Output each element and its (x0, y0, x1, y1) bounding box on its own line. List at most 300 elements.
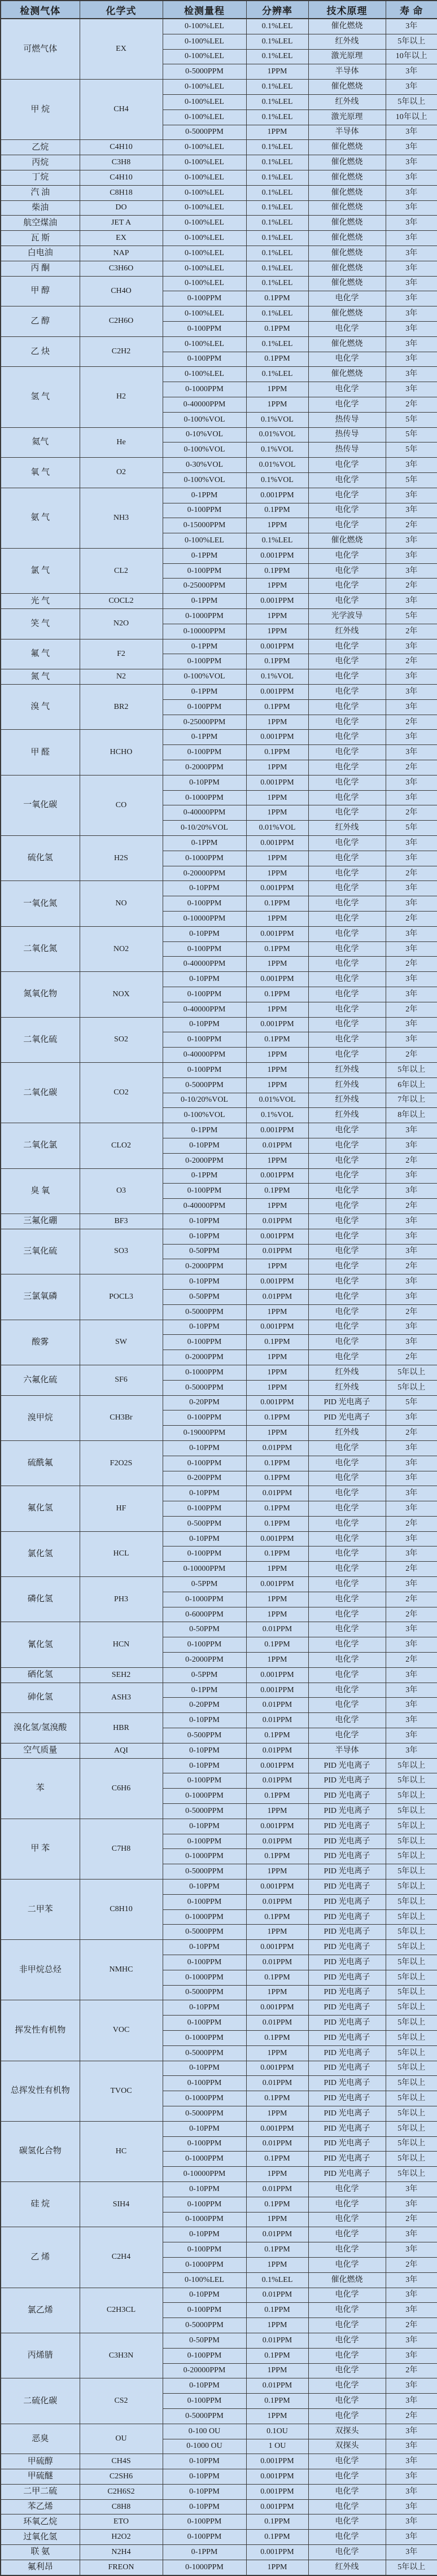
formula-cell: C7H8 (80, 1819, 163, 1879)
resolution-cell: 0.001PPM (246, 594, 308, 609)
table-row (1, 367, 437, 382)
principle-cell: 催化燃烧 (308, 216, 386, 231)
resolution-cell: 0.1PPM (246, 1970, 308, 1985)
gas-name-cell: 氯化氢 (1, 1531, 80, 1576)
range-cell: 0-5000PPM (163, 1925, 246, 1940)
lifespan-cell: 2年 (386, 1592, 437, 1607)
lifespan-cell: 5年以上 (386, 2061, 437, 2076)
principle-cell: 电化学 (308, 352, 386, 367)
principle-cell: 电化学 (308, 2227, 386, 2242)
resolution-cell: 0.01PPM (246, 2181, 308, 2197)
gas-name-cell: 笑 气 (1, 609, 80, 639)
table-row (1, 261, 437, 276)
lifespan-cell: 3年 (386, 1456, 437, 1471)
formula-cell: SO2 (80, 1017, 163, 1062)
formula-cell: CLO2 (80, 1123, 163, 1168)
gas-name-cell: 氧 气 (1, 458, 80, 488)
principle-cell: 电化学 (308, 488, 386, 503)
formula-cell: C8H10 (80, 1880, 163, 1940)
range-cell: 0-100PPM (163, 503, 246, 518)
principle-cell: 电化学 (308, 1320, 386, 1335)
principle-cell: 电化学 (308, 548, 386, 563)
range-cell: 0-1000PPM (163, 2030, 246, 2045)
principle-cell: 电化学 (308, 1562, 386, 1577)
range-cell: 0-5000PPM (163, 2318, 246, 2333)
lifespan-cell: 10年以上 (386, 49, 437, 64)
principle-cell: 催化燃烧 (308, 367, 386, 382)
resolution-cell: 0.1%LEL (246, 80, 308, 95)
table-row (1, 170, 437, 185)
principle-cell: PID 光电离子 (308, 1909, 386, 1925)
table-row (1, 306, 437, 322)
lifespan-cell: 3年 (386, 140, 437, 155)
range-cell: 0-100PPM (163, 2303, 246, 2318)
range-cell: 0-100PPM (163, 2514, 246, 2530)
range-cell: 0-10PPM (163, 1440, 246, 1456)
formula-cell: He (80, 427, 163, 458)
lifespan-cell: 5年以上 (386, 2152, 437, 2167)
gas-name-cell: 一氧化碳 (1, 775, 80, 835)
lifespan-cell: 3年 (386, 1471, 437, 1486)
resolution-cell: 0.1PPM (246, 2348, 308, 2363)
lifespan-cell: 3年 (386, 1743, 437, 1758)
gas-name-cell: 二甲二硫 (1, 2484, 80, 2499)
resolution-cell: 1PPM (246, 2408, 308, 2424)
resolution-cell: 0.1PPM (246, 503, 308, 518)
table-row (1, 2530, 437, 2545)
table-row (1, 200, 437, 216)
range-cell: 0-1PPM (163, 836, 246, 851)
principle-cell: PID 光电离子 (308, 1894, 386, 1909)
table-row (1, 2288, 437, 2303)
range-cell: 0-100PPM (163, 745, 246, 760)
resolution-cell: 0.1%LEL (246, 155, 308, 170)
range-cell: 0-40000PPM (163, 1048, 246, 1063)
lifespan-cell: 5年以上 (386, 1925, 437, 1940)
lifespan-cell: 2年 (386, 866, 437, 881)
lifespan-cell: 5年以上 (386, 2076, 437, 2091)
resolution-cell: 0.1PPM (246, 1471, 308, 1486)
gas-name-cell: 二氧化氯 (1, 1123, 80, 1168)
lifespan-cell: 3年 (386, 2378, 437, 2394)
principle-cell: 电化学 (308, 957, 386, 972)
range-cell: 0-30%VOL (163, 458, 246, 473)
range-cell: 0-100PPM (163, 2242, 246, 2258)
resolution-cell: 0.001PPM (246, 2121, 308, 2136)
range-cell: 0-100PPM (163, 1894, 246, 1909)
table-row (1, 2121, 437, 2136)
lifespan-cell: 3年 (386, 1501, 437, 1517)
range-cell: 0-10000PPM (163, 912, 246, 927)
principle-cell: 电化学 (308, 1653, 386, 1668)
resolution-cell: 0.001PPM (246, 1274, 308, 1290)
resolution-cell: 0.01PPM (246, 2288, 308, 2303)
column-header: 寿 命 (386, 1, 437, 19)
resolution-cell: 0.1%VOL (246, 412, 308, 427)
gas-name-cell: 碳氢化合物 (1, 2121, 80, 2181)
range-cell: 0-10PPM (163, 1017, 246, 1032)
range-cell: 0-10PPM (163, 881, 246, 896)
range-cell: 0-10000PPM (163, 1562, 246, 1577)
principle-cell: 电化学 (308, 1440, 386, 1456)
lifespan-cell: 3年 (386, 216, 437, 231)
resolution-cell: 0.1%LEL (246, 533, 308, 549)
formula-cell: C2H4 (80, 2227, 163, 2288)
formula-cell: SW (80, 1320, 163, 1365)
table-row (1, 2454, 437, 2469)
lifespan-cell: 2年 (386, 1002, 437, 1017)
range-cell: 0-50PPM (163, 2333, 246, 2348)
range-cell: 0-1000PPM (163, 2212, 246, 2227)
range-cell: 0-1000PPM (163, 1365, 246, 1380)
principle-cell: 催化燃烧 (308, 276, 386, 291)
resolution-cell: 0.001PPM (246, 2000, 308, 2016)
gas-name-cell: 三氧化硫 (1, 1229, 80, 1274)
lifespan-cell: 3年 (386, 2439, 437, 2454)
resolution-cell: 0.01%VOL (246, 821, 308, 836)
resolution-cell: 0.1%LEL (246, 231, 308, 246)
resolution-cell: 0.01PPM (246, 2333, 308, 2348)
principle-cell: 电化学 (308, 1168, 386, 1184)
formula-cell: HBR (80, 1713, 163, 1743)
principle-cell: 电化学 (308, 2499, 386, 2514)
table-row (1, 2560, 437, 2575)
gas-name-cell: 苯 (1, 1758, 80, 1819)
range-cell: 0-1PPM (163, 1168, 246, 1184)
principle-cell: 红外线 (308, 1108, 386, 1123)
principle-cell: 半导体 (308, 125, 386, 140)
formula-cell: EX (80, 231, 163, 246)
lifespan-cell: 3年 (386, 1289, 437, 1304)
principle-cell: 催化燃烧 (308, 231, 386, 246)
lifespan-cell: 3年 (386, 669, 437, 685)
resolution-cell: 0.001PPM (246, 1577, 308, 1592)
resolution-cell: 0.1PPM (246, 291, 308, 306)
principle-cell: 催化燃烧 (308, 155, 386, 170)
principle-cell: 红外线 (308, 1093, 386, 1108)
resolution-cell: 1PPM (246, 1592, 308, 1607)
range-cell: 0-1000 OU (163, 2439, 246, 2454)
principle-cell: PID 光电离子 (308, 1395, 386, 1410)
resolution-cell: 1PPM (246, 64, 308, 80)
resolution-cell: 0.01PPM (246, 1773, 308, 1789)
lifespan-cell: 5年以上 (386, 2560, 437, 2575)
resolution-cell: 0.1PPM (246, 1184, 308, 1199)
principle-cell: 催化燃烧 (308, 19, 386, 34)
table-row (1, 1683, 437, 1698)
resolution-cell: 1PPM (246, 1864, 308, 1880)
resolution-cell: 0.1PPM (246, 1909, 308, 1925)
formula-cell: HF (80, 1486, 163, 1531)
resolution-cell: 0.001PPM (246, 836, 308, 851)
range-cell: 0-50PPM (163, 1289, 246, 1304)
resolution-cell: 1PPM (246, 912, 308, 927)
gas-name-cell: 溴甲烷 (1, 1395, 80, 1440)
resolution-cell: 1PPM (246, 1653, 308, 1668)
lifespan-cell: 2年 (386, 397, 437, 412)
lifespan-cell: 5年以上 (386, 1365, 437, 1380)
gas-name-cell: 汽 油 (1, 185, 80, 200)
range-cell: 0-100%LEL (163, 19, 246, 34)
range-cell: 0-100PPM (163, 1410, 246, 1426)
lifespan-cell: 3年 (386, 2348, 437, 2363)
table-row (1, 336, 437, 352)
lifespan-cell: 5年以上 (386, 1758, 437, 1773)
lifespan-cell: 2年 (386, 624, 437, 639)
gas-name-cell: 联 氨 (1, 2545, 80, 2560)
principle-cell: 电化学 (308, 1698, 386, 1713)
range-cell: 0-1PPM (163, 2545, 246, 2560)
formula-cell: NH3 (80, 488, 163, 548)
resolution-cell: 0.1%VOL (246, 1108, 308, 1123)
principle-cell: 电化学 (308, 2197, 386, 2212)
gas-name-cell: 甲 醇 (1, 276, 80, 306)
range-cell: 0-100%LEL (163, 80, 246, 95)
principle-cell: PID 光电离子 (308, 1773, 386, 1789)
range-cell: 0-1000PPM (163, 1789, 246, 1804)
resolution-cell: 1PPM (246, 1153, 308, 1168)
principle-cell: 电化学 (308, 1153, 386, 1168)
range-cell: 0-5PPM (163, 1577, 246, 1592)
table-row (1, 2378, 437, 2394)
principle-cell: PID 光电离子 (308, 2167, 386, 2182)
range-cell: 0-100PPM (163, 563, 246, 579)
table-row (1, 1743, 437, 1758)
gas-name-cell: 可燃气体 (1, 19, 80, 80)
lifespan-cell: 5年以上 (386, 1819, 437, 1834)
principle-cell: 催化燃烧 (308, 2272, 386, 2288)
principle-cell: 电化学 (308, 987, 386, 1002)
resolution-cell: 1PPM (246, 790, 308, 805)
principle-cell: 电化学 (308, 2484, 386, 2499)
principle-cell: 电化学 (308, 1002, 386, 1017)
gas-name-cell: 氦气 (1, 427, 80, 458)
table-row (1, 80, 437, 95)
range-cell: 0-20PPM (163, 1698, 246, 1713)
resolution-cell: 0.01%VOL (246, 1093, 308, 1108)
gas-name-cell: 丙 酮 (1, 261, 80, 276)
table-row (1, 1320, 437, 1335)
gas-name-cell: 空气质量 (1, 1743, 80, 1758)
resolution-cell: 0.1%LEL (246, 140, 308, 155)
lifespan-cell: 5年 (386, 821, 437, 836)
resolution-cell: 1PPM (246, 2167, 308, 2182)
principle-cell: PID 光电离子 (308, 2030, 386, 2045)
principle-cell: 热传导 (308, 443, 386, 458)
resolution-cell: 0.1PPM (246, 1728, 308, 1743)
range-cell: 0-100PPM (163, 1062, 246, 1077)
principle-cell: PID 光电离子 (308, 1804, 386, 1819)
principle-cell: 电化学 (308, 1683, 386, 1698)
gas-name-cell: 乙 烯 (1, 2227, 80, 2288)
principle-cell: 电化学 (308, 2454, 386, 2469)
principle-cell: PID 光电离子 (308, 1849, 386, 1864)
lifespan-cell: 5年以上 (386, 1970, 437, 1985)
principle-cell: 红外线 (308, 34, 386, 49)
resolution-cell: 1PPM (246, 2257, 308, 2272)
range-cell: 0-2000PPM (163, 1153, 246, 1168)
range-cell: 0-100PPM (163, 1834, 246, 1849)
formula-cell: HCL (80, 1531, 163, 1576)
formula-cell: C3H3N (80, 2333, 163, 2378)
lifespan-cell: 3年 (386, 125, 437, 140)
range-cell: 0-10PPM (163, 926, 246, 941)
gas-name-cell: 氯 气 (1, 548, 80, 593)
lifespan-cell: 3年 (386, 1577, 437, 1592)
resolution-cell: 1PPM (246, 2106, 308, 2121)
principle-cell: 光学波导 (308, 609, 386, 624)
table-row (1, 881, 437, 896)
lifespan-cell: 3年 (386, 2454, 437, 2469)
range-cell: 0-10PPM (163, 1138, 246, 1153)
resolution-cell: 0.1%LEL (246, 261, 308, 276)
lifespan-cell: 3年 (386, 1683, 437, 1698)
range-cell: 0-40000PPM (163, 957, 246, 972)
range-cell: 0-10PPM (163, 1486, 246, 1501)
principle-cell: 电化学 (308, 2469, 386, 2485)
table-row (1, 730, 437, 745)
principle-cell: 电化学 (308, 563, 386, 579)
lifespan-cell: 3年 (386, 1698, 437, 1713)
lifespan-cell: 3年 (386, 80, 437, 95)
lifespan-cell: 3年 (386, 896, 437, 912)
lifespan-cell: 3年 (386, 2530, 437, 2545)
range-cell: 0-2000PPM (163, 1350, 246, 1365)
resolution-cell: 0.1PPM (246, 352, 308, 367)
resolution-cell: 1PPM (246, 1350, 308, 1365)
lifespan-cell: 3年 (386, 1486, 437, 1501)
lifespan-cell: 3年 (386, 1335, 437, 1350)
formula-cell: C3H6O (80, 261, 163, 276)
lifespan-cell: 3年 (386, 185, 437, 200)
gas-name-cell: 氰化氢 (1, 1622, 80, 1667)
range-cell: 0-10PPM (163, 1531, 246, 1547)
lifespan-cell: 6年以上 (386, 1077, 437, 1093)
table-row (1, 1940, 437, 1955)
range-cell: 0-10/20%VOL (163, 821, 246, 836)
lifespan-cell: 3年 (386, 2545, 437, 2560)
resolution-cell: 0.001PPM (246, 1819, 308, 1834)
lifespan-cell: 3年 (386, 775, 437, 790)
range-cell: 0-5000PPM (163, 64, 246, 80)
range-cell: 0-1PPM (163, 639, 246, 654)
range-cell: 0-1000PPM (163, 851, 246, 866)
resolution-cell: 0.1PPM (246, 321, 308, 336)
range-cell: 0-40000PPM (163, 397, 246, 412)
range-cell: 0-1000PPM (163, 790, 246, 805)
column-header: 技术原理 (308, 1, 386, 19)
gas-name-cell: 苯乙烯 (1, 2499, 80, 2514)
table-row (1, 2061, 437, 2076)
resolution-cell: 0.1PPM (246, 1501, 308, 1517)
principle-cell: 红外线 (308, 1365, 386, 1380)
table-row (1, 775, 437, 790)
principle-cell: 电化学 (308, 2530, 386, 2545)
table-row (1, 2424, 437, 2439)
resolution-cell: 0.1%LEL (246, 170, 308, 185)
lifespan-cell: 5年以上 (386, 2000, 437, 2016)
lifespan-cell: 2年 (386, 1259, 437, 1274)
table-row (1, 1274, 437, 1290)
resolution-cell: 1PPM (246, 1804, 308, 1819)
range-cell: 0-10PPM (163, 2061, 246, 2076)
lifespan-cell: 3年 (386, 2272, 437, 2288)
principle-cell: 电化学 (308, 2348, 386, 2363)
lifespan-cell: 3年 (386, 563, 437, 579)
range-cell: 0-100PPM (163, 987, 246, 1002)
principle-cell: 电化学 (308, 805, 386, 821)
resolution-cell: 1PPM (246, 2363, 308, 2378)
lifespan-cell: 3年 (386, 1713, 437, 1728)
resolution-cell: 1PPM (246, 579, 308, 594)
principle-cell: 电化学 (308, 2318, 386, 2333)
resolution-cell: 1PPM (246, 715, 308, 730)
table-row (1, 2484, 437, 2499)
principle-cell: 电化学 (308, 972, 386, 987)
principle-cell: 半导体 (308, 1743, 386, 1758)
range-cell: 0-100%LEL (163, 200, 246, 216)
resolution-cell: 0.1PPM (246, 2530, 308, 2545)
resolution-cell: 0.001PPM (246, 926, 308, 941)
resolution-cell: 0.1PPM (246, 1516, 308, 1531)
formula-cell: CO2 (80, 1062, 163, 1123)
table-row (1, 1123, 437, 1138)
formula-cell: SIH4 (80, 2181, 163, 2227)
gas-name-cell: 二硫化碳 (1, 2378, 80, 2424)
formula-cell: HC (80, 2121, 163, 2181)
gas-name-cell: 氯乙烯 (1, 2288, 80, 2333)
range-cell: 0-25000PPM (163, 715, 246, 730)
range-cell: 0-10PPM (163, 775, 246, 790)
range-cell: 0-1PPM (163, 488, 246, 503)
resolution-cell: 0.01PPM (246, 1955, 308, 1970)
resolution-cell: 0.01PPM (246, 1622, 308, 1637)
formula-cell: C2H6S2 (80, 2484, 163, 2499)
range-cell: 0-5000PPM (163, 2408, 246, 2424)
formula-cell: O3 (80, 1168, 163, 1213)
range-cell: 0-5000PPM (163, 2045, 246, 2061)
resolution-cell: 0.01PPM (246, 2227, 308, 2242)
formula-cell: POCL3 (80, 1274, 163, 1320)
range-cell: 0-500PPM (163, 1728, 246, 1743)
resolution-cell: 0.01PPM (246, 2076, 308, 2091)
lifespan-cell: 3年 (386, 1017, 437, 1032)
table-row (1, 1062, 437, 1077)
lifespan-cell: 5年以上 (386, 1849, 437, 1864)
gas-name-cell: 酸雾 (1, 1320, 80, 1365)
lifespan-cell: 3年 (386, 1637, 437, 1653)
lifespan-cell: 3年 (386, 1547, 437, 1562)
gas-name-cell: 三氯氧磷 (1, 1274, 80, 1320)
formula-cell: C4H10 (80, 170, 163, 185)
formula-cell: FREON (80, 2560, 163, 2575)
principle-cell: 电化学 (308, 1048, 386, 1063)
lifespan-cell: 3年 (386, 246, 437, 261)
lifespan-cell: 3年 (386, 639, 437, 654)
range-cell: 0-1000PPM (163, 2257, 246, 2272)
formula-cell: H2S (80, 836, 163, 881)
range-cell: 0-1000PPM (163, 609, 246, 624)
gas-name-cell: 瓦 斯 (1, 231, 80, 246)
gas-name-cell: 环氧乙烷 (1, 2514, 80, 2530)
formula-cell: SEH2 (80, 1667, 163, 1683)
table-row (1, 594, 437, 609)
lifespan-cell: 3年 (386, 2424, 437, 2439)
resolution-cell: 0.1%LEL (246, 94, 308, 109)
range-cell: 0-100PPM (163, 1547, 246, 1562)
column-header: 分辨率 (246, 1, 308, 19)
range-cell: 0-100PPM (163, 2016, 246, 2031)
